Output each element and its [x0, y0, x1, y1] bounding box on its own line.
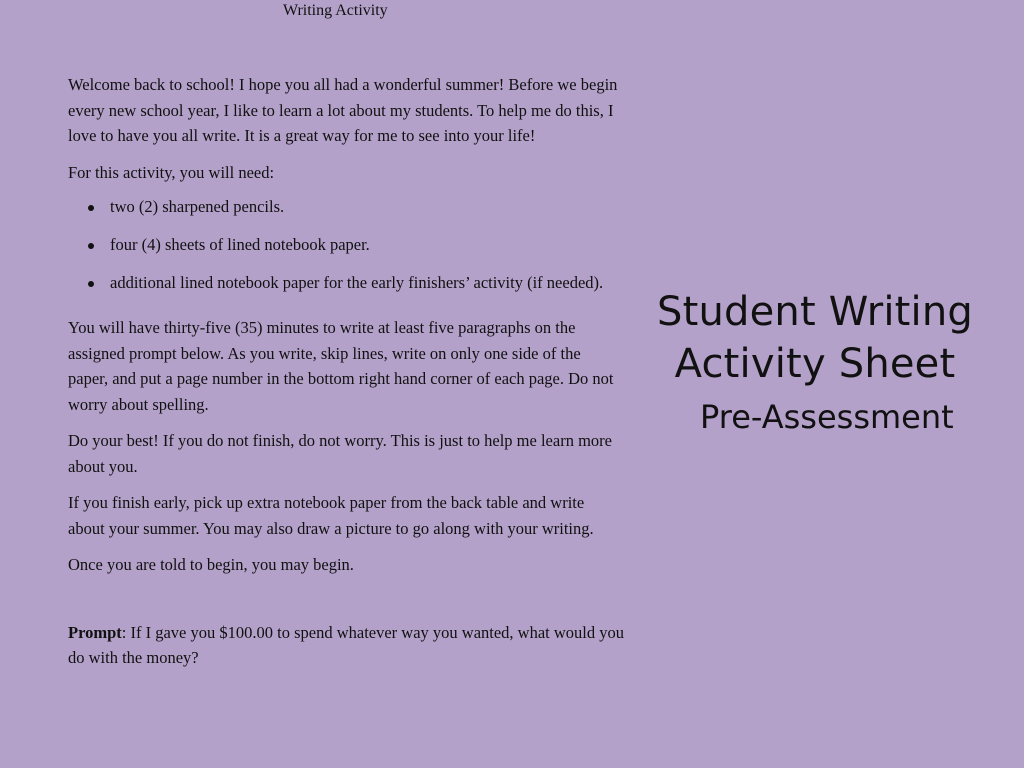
- bullet-icon: [88, 281, 94, 287]
- sheet-subtitle: Pre-Assessment: [700, 398, 954, 436]
- list-item: [68, 196, 624, 218]
- early-finishers-paragraph: If you finish early, pick up extra notebook paper from the back table and write about your summer. You may also draw a picture to go along with your writing.: [68, 493, 594, 538]
- intro-paragraph: Welcome back to school! I hope you all had a wonderful summer! Before we begin every new school year, I like to learn a lot about my students. To help me do this, I love to have you all write. It is a great way for me to see into your life!: [68, 75, 618, 145]
- prompt-paragraph: [68, 620, 624, 671]
- sheet-title-line-1: Student Writing: [656, 289, 974, 335]
- bullet-icon: [88, 205, 94, 211]
- list-item-text: two (2) sharpened pencils.: [110, 197, 285, 216]
- encouragement-paragraph: Do your best! If you do not finish, do not worry. This is just to help me learn more about you.: [68, 431, 612, 476]
- page-header-title: Writing Activity: [283, 2, 388, 19]
- list-item: [68, 272, 624, 294]
- list-item-text: additional lined notebook paper for the early finishers’ activity (if needed).: [110, 273, 604, 292]
- prompt-text: : If I gave you $100.00 to spend whatever way you wanted, what would you do with the money?: [68, 622, 624, 667]
- sheet-title-line-2: Activity Sheet: [674, 341, 956, 387]
- activity-instructions: [68, 72, 624, 682]
- list-item-text: four (4) sheets of lined notebook paper.: [110, 235, 370, 254]
- instructions-paragraph: You will have thirty-five (35) minutes to write at least five paragraphs on the assigned prompt below. As you write, skip lines, write on only one side of the paper, and put a page number in the bottom right hand corner of each page. Do not worry about spelling.: [68, 318, 614, 414]
- materials-intro: For this activity, you will need:: [68, 162, 275, 182]
- prompt-label: Prompt: [68, 622, 122, 642]
- materials-list: [68, 196, 624, 294]
- list-item: [68, 234, 624, 256]
- begin-paragraph: Once you are told to begin, you may begin.: [68, 555, 354, 574]
- bullet-icon: [88, 243, 94, 249]
- sheet-title: [634, 286, 996, 390]
